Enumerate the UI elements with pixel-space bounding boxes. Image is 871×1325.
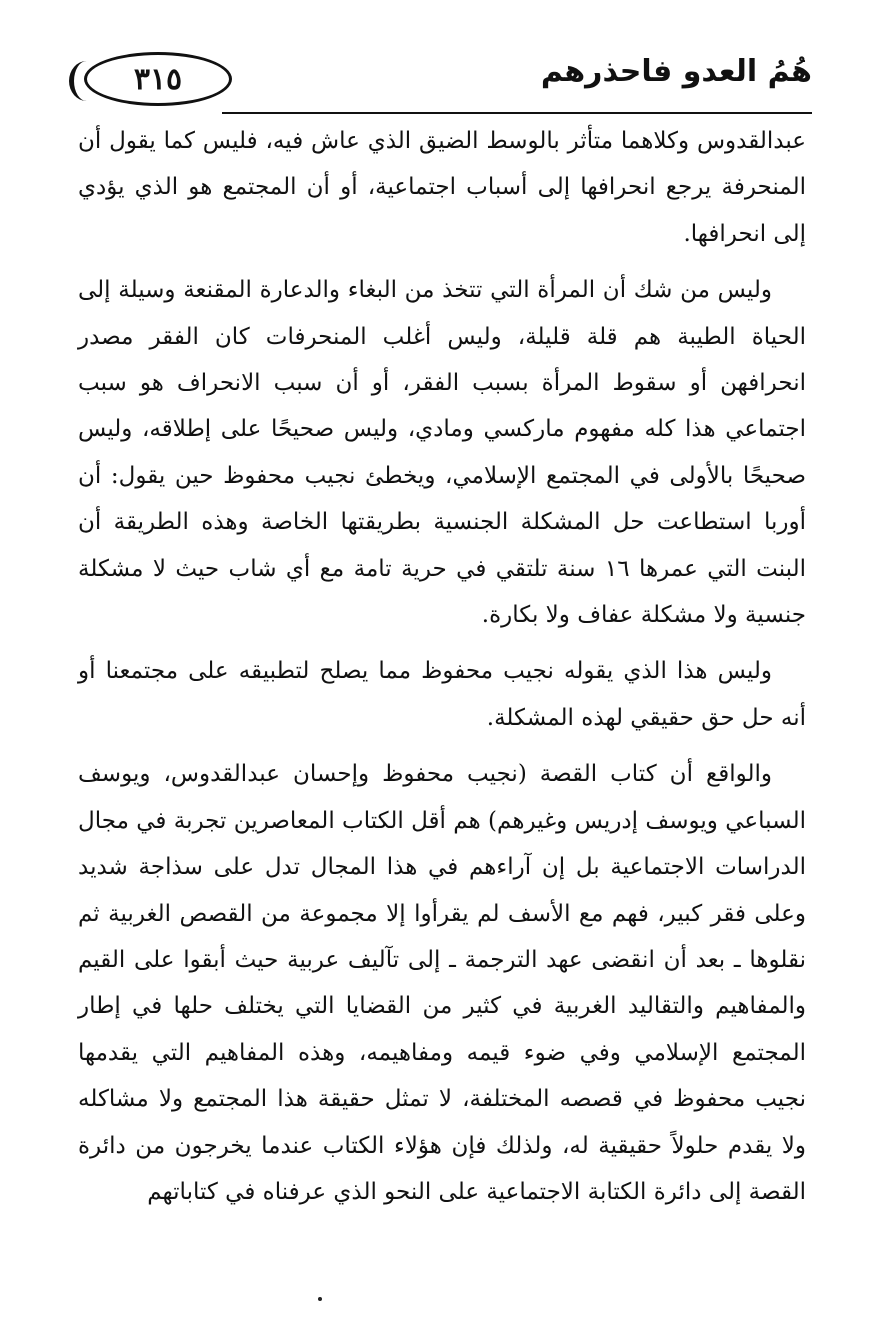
paragraph-2: وليس من شك أن المرأة التي تتخذ من البغاء والدعارة المقنعة وسيلة إلى الحياة الطيبة هم قلة قليلة، وليس أغلب المنحرفات كان الفقر مصدر انحرافهن أو سقوط المرأة بسبب الفقر، أو أن سبب الانحراف هو سبب اجتماعي هذا كله مفهوم ماركسي ومادي، وليس صحيحًا على إطلاقه، وليس صحيحًا بالأولى في المجتمع الإسلامي، ويخطئ نجيب محفوظ حين يقول: أن أوربا استطاعت حل المشكلة الجنسية بطريقتها الخاصة وهذه الطريقة أن البنت التي عمرها ١٦ سنة تلتقي في حرية تامة مع أي شاب حيث لا مشكلة جنسية ولا مشكلة عفاف ولا بكارة. bbox=[78, 277, 806, 629]
page-header bbox=[72, 40, 812, 116]
paragraph-4: والواقع أن كتاب القصة (نجيب محفوظ وإحسان عبدالقدوس، ويوسف السباعي ويوسف إدريس وغيرهم) هم أقل الكتاب المعاصرين تجربة في مجال الدراسات الاجتماعية بل إن آراءهم في هذا المجال تدل على سذاجة شديد وعلى فقر كبير، فهم مع الأسف لم يقرأوا إلا مجموعة من القصص الغربية ثم نقلوها ـ بعد أن انقضى عهد الترجمة ـ إلى تآليف عربية حيث أبقوا على القيم والمفاهيم والتقاليد الغربية في كثير من القضايا التي يختلف حلها في إطار المجتمع الإسلامي وفي ضوء قيمه ومفاهيمه، وهذه المفاهيم التي يقدمها نجيب محفوظ في قصصه المختلفة، لا تمثل حقيقة هذا المجتمع ولا مشاكله ولا يقدم حلولاً حقيقية له، ولذلك فإن هؤلاء الكتاب عندما يخرجون من دائرة القصة إلى دائرة الكتابة الاجتماعية على النحو الذي عرفناه في كتاباتهم bbox=[78, 761, 807, 1205]
body-text bbox=[78, 118, 806, 1225]
paragraph-1: عبدالقدوس وكلاهما متأثر بالوسط الضيق الذي عاش فيه، فليس كما يقول أن المنحرفة يرجع انحرافها إلى أسباب اجتماعية، أو أن المجتمع هو الذي يؤدي إلى انحرافها. bbox=[78, 128, 806, 247]
stray-dot bbox=[318, 1297, 322, 1301]
paragraph-3: وليس هذا الذي يقوله نجيب محفوظ مما يصلح لتطبيقه على مجتمعنا أو أنه حل حق حقيقي لهذه المشكلة. bbox=[78, 658, 806, 731]
running-title: هُمُ العدو فاحذرهم bbox=[540, 54, 812, 89]
header-rule bbox=[222, 112, 812, 114]
page-number: ٣١٥ bbox=[84, 52, 232, 106]
